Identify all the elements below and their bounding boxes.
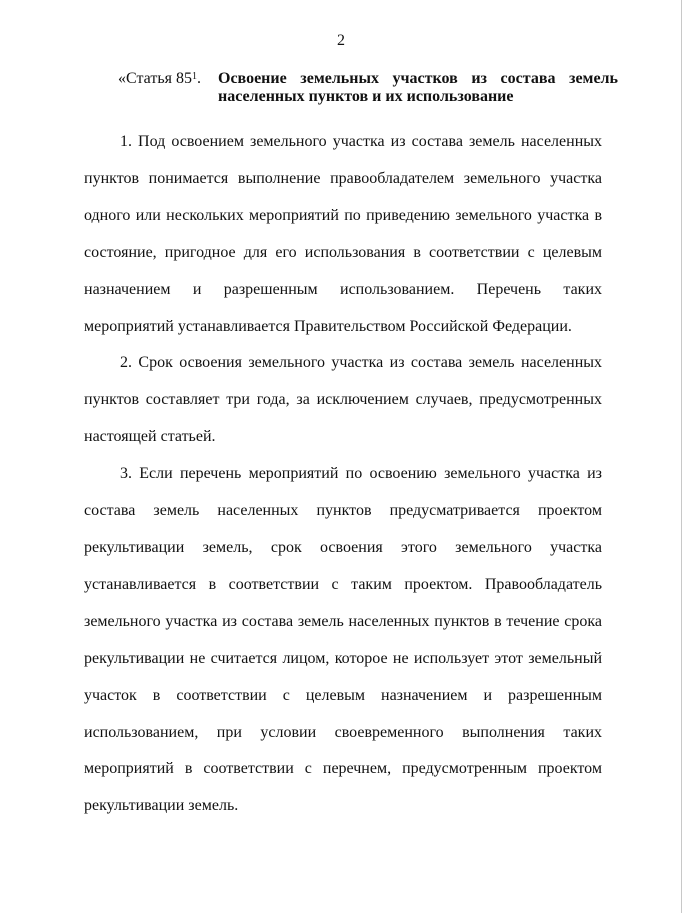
- article-label: [118, 70, 218, 88]
- article-label-suffix: .: [196, 70, 201, 87]
- paragraph-3: 3. Если перечень мероприятий по освоению земельного участка из состава земель населенных пунктов предусматривается проектом рекультивации земель, срок освоения этого земельного участка устанавливается в соответствии с таким проектом. Правообладатель земельного участка из состава земель населенных пунктов в течение срока рекультивации не считается лицом, которое не использует этот земельный участок в соответствии с целевым назначением и разрешенным использованием, при условии своевременного выполнения таких мероприятий в соответствии с перечнем, предусмотренным проектом рекультивации земель.: [84, 465, 602, 815]
- page-number: 2: [337, 32, 345, 49]
- article-label-text: «Статья 85: [118, 70, 192, 87]
- article-heading: [118, 70, 618, 106]
- article-body: [84, 124, 602, 825]
- paragraph-2: 2. Срок освоения земельного участка из состава земель населенных пунктов составляет три года, за исключением случаев, предусмотренных настоящей статьей.: [84, 354, 602, 446]
- paragraph-1: 1. Под освоением земельного участка из состава земель населенных пунктов понимается выполнение правообладателем земельного участка одного или нескольких мероприятий по приведению земельного участка в состояние, пригодное для его использования в соответствии с целевым назначением и разрешенным использованием. Перечень таких мероприятий устанавливается Правительством Российской Федерации.: [84, 133, 602, 335]
- article-title: Освоение земельных участков из состава земель населенных пунктов и их использование: [218, 70, 618, 105]
- article-label-superscript: 1: [191, 71, 197, 82]
